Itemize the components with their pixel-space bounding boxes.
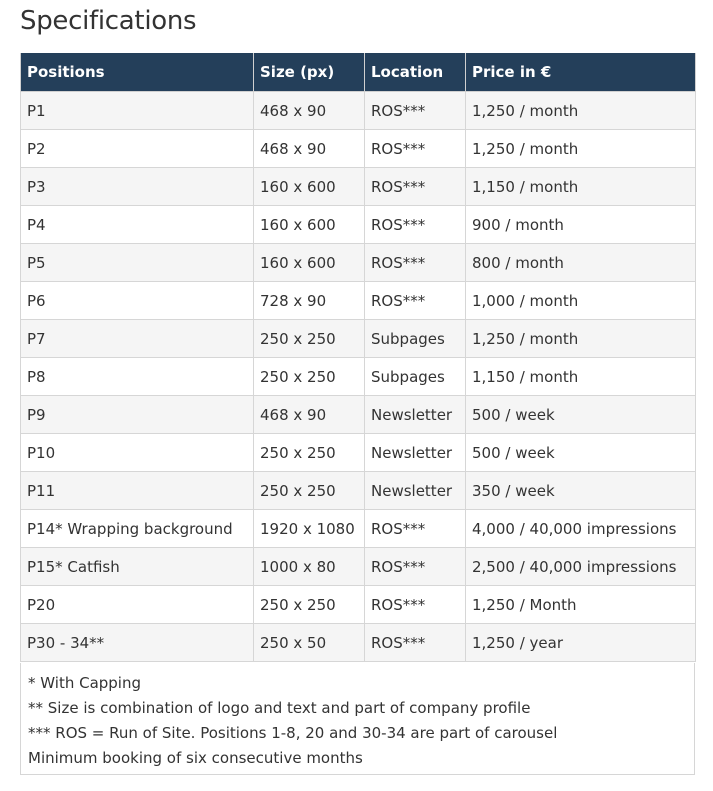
page-title: Specifications: [20, 6, 197, 36]
cell-size: 250 x 250: [254, 320, 365, 358]
cell-position: P6: [21, 282, 254, 320]
cell-price: 1,250 / Month: [466, 586, 696, 624]
cell-size: 160 x 600: [254, 168, 365, 206]
cell-location: ROS***: [365, 586, 466, 624]
table-row: [21, 92, 696, 130]
table-row: [21, 206, 696, 244]
cell-position: P5: [21, 244, 254, 282]
cell-position: P7: [21, 320, 254, 358]
table-row: [21, 586, 696, 624]
cell-size: 468 x 90: [254, 396, 365, 434]
cell-location: ROS***: [365, 282, 466, 320]
table-body: [21, 92, 696, 662]
table-row: [21, 168, 696, 206]
cell-location: ROS***: [365, 548, 466, 586]
cell-position: P2: [21, 130, 254, 168]
cell-size: 250 x 250: [254, 586, 365, 624]
cell-size: 1000 x 80: [254, 548, 365, 586]
cell-location: Subpages: [365, 320, 466, 358]
cell-location: ROS***: [365, 92, 466, 130]
cell-position: P11: [21, 472, 254, 510]
cell-location: Subpages: [365, 358, 466, 396]
cell-price: 1,250 / year: [466, 624, 696, 662]
column-header-size: Size (px): [254, 53, 365, 92]
cell-location: ROS***: [365, 624, 466, 662]
cell-location: Newsletter: [365, 434, 466, 472]
cell-location: ROS***: [365, 510, 466, 548]
cell-size: 250 x 250: [254, 358, 365, 396]
cell-size: 250 x 250: [254, 472, 365, 510]
cell-location: ROS***: [365, 244, 466, 282]
cell-position: P4: [21, 206, 254, 244]
column-header-price: Price in €: [466, 53, 696, 92]
table-row: [21, 510, 696, 548]
cell-position: P15* Catfish: [21, 548, 254, 586]
cell-price: 1,250 / month: [466, 320, 696, 358]
cell-position: P1: [21, 92, 254, 130]
specifications-table: [20, 53, 696, 662]
cell-price: 500 / week: [466, 434, 696, 472]
cell-position: P3: [21, 168, 254, 206]
table-row: [21, 358, 696, 396]
cell-location: ROS***: [365, 206, 466, 244]
cell-position: P9: [21, 396, 254, 434]
cell-price: 1,250 / month: [466, 92, 696, 130]
cell-price: 2,500 / 40,000 impressions: [466, 548, 696, 586]
cell-price: 1,000 / month: [466, 282, 696, 320]
footnote-ros: *** ROS = Run of Site. Positions 1-8, 20 and 30-34 are part of carousel: [28, 724, 558, 742]
cell-price: 800 / month: [466, 244, 696, 282]
table-row: [21, 472, 696, 510]
table-row: [21, 130, 696, 168]
table-row: [21, 244, 696, 282]
cell-size: 160 x 600: [254, 244, 365, 282]
cell-price: 4,000 / 40,000 impressions: [466, 510, 696, 548]
cell-location: Newsletter: [365, 396, 466, 434]
table-row: [21, 548, 696, 586]
cell-price: 1,250 / month: [466, 130, 696, 168]
column-header-location: Location: [365, 53, 466, 92]
cell-location: Newsletter: [365, 472, 466, 510]
table-row: [21, 624, 696, 662]
cell-price: 350 / week: [466, 472, 696, 510]
cell-size: 468 x 90: [254, 130, 365, 168]
table-row: [21, 434, 696, 472]
footnote-capping: * With Capping: [28, 674, 141, 692]
cell-location: ROS***: [365, 168, 466, 206]
cell-price: 900 / month: [466, 206, 696, 244]
cell-size: 1920 x 1080: [254, 510, 365, 548]
table-row: [21, 396, 696, 434]
cell-size: 160 x 600: [254, 206, 365, 244]
cell-position: P8: [21, 358, 254, 396]
table-header-row: [21, 53, 696, 92]
cell-price: 1,150 / month: [466, 168, 696, 206]
table-row: [21, 282, 696, 320]
cell-size: 728 x 90: [254, 282, 365, 320]
cell-position: P20: [21, 586, 254, 624]
column-header-positions: Positions: [21, 53, 254, 92]
cell-size: 468 x 90: [254, 92, 365, 130]
cell-position: P10: [21, 434, 254, 472]
cell-location: ROS***: [365, 130, 466, 168]
cell-size: 250 x 50: [254, 624, 365, 662]
footnote-minimum-booking: Minimum booking of six consecutive months: [28, 749, 363, 767]
cell-price: 1,150 / month: [466, 358, 696, 396]
cell-price: 500 / week: [466, 396, 696, 434]
table-row: [21, 320, 696, 358]
cell-position: P30 - 34**: [21, 624, 254, 662]
footnote-size: ** Size is combination of logo and text and part of company profile: [28, 699, 531, 717]
cell-position: P14* Wrapping background: [21, 510, 254, 548]
cell-size: 250 x 250: [254, 434, 365, 472]
footnotes: [20, 663, 695, 775]
